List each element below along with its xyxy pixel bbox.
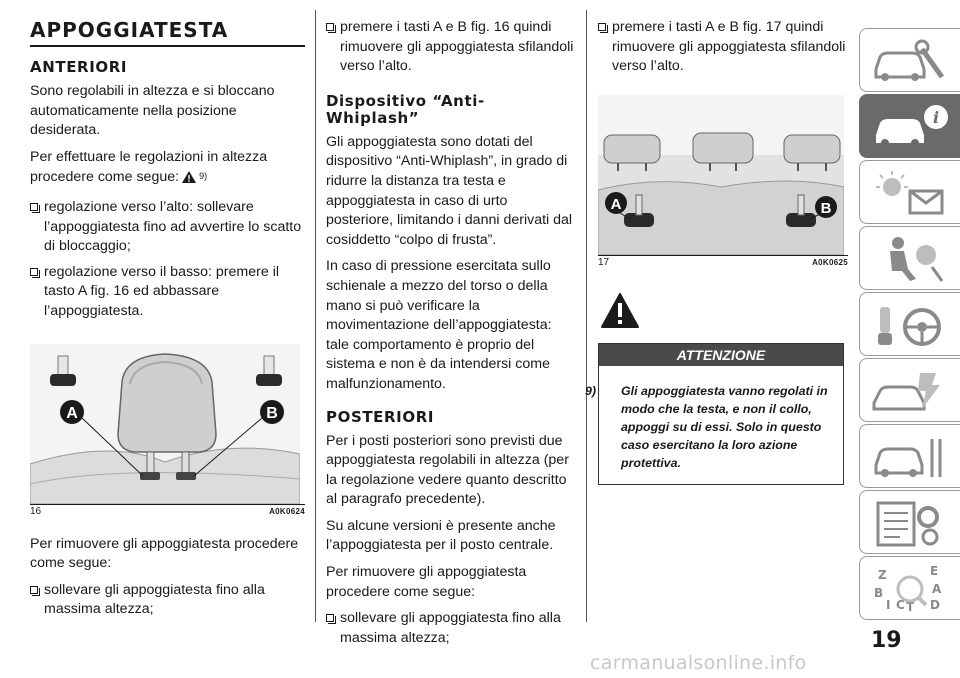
checkbox-bullet-icon: [598, 23, 606, 31]
tab-car-maintenance[interactable]: [859, 424, 960, 488]
list-item-text: sollevare gli appoggiatesta fino alla massima altezza;: [340, 610, 561, 646]
label-b: B: [266, 404, 278, 422]
column-divider: [315, 10, 316, 622]
car-info-icon: [870, 101, 950, 153]
list-item: [326, 609, 576, 648]
list-item-text: premere i tasti A e B fig. 17 quindi rimuovere gli appoggiatesta sfilandoli verso l’alto.: [612, 19, 846, 75]
list-item-text: regolazione verso il basso: premere il tasto A fig. 16 ed abbassare l’appoggiatesta.: [44, 263, 279, 319]
svg-text:B: B: [874, 586, 884, 600]
tab-index[interactable]: [859, 556, 960, 620]
checkbox-bullet-icon: [326, 614, 334, 622]
tab-key-steering[interactable]: [859, 292, 960, 356]
figure-caption: [598, 255, 848, 268]
list-item: [30, 581, 305, 620]
rear-headrest-illustration: [598, 95, 844, 255]
tab-tech-data[interactable]: [859, 490, 960, 554]
tab-car-wrench[interactable]: [859, 28, 960, 92]
paragraph-text: Per effettuare le regolazioni in altezza procedere come segue:: [30, 148, 268, 186]
bullet-list: [30, 198, 305, 322]
figure-code: A0K0624: [269, 506, 305, 516]
paragraph: Per rimuovere gli appoggiatesta procedere come segue:: [30, 535, 299, 572]
note-reference: 9): [199, 171, 208, 182]
list-item-text: regolazione verso l’alto: sollevare l’appoggiatesta fino ad avvertire lo scatto di bloccaggio;: [44, 198, 302, 255]
attention-number: 9): [585, 383, 597, 398]
svg-text:E: E: [930, 564, 939, 578]
column-1: [30, 18, 305, 627]
paragraph: Gli appoggiatesta sono dotati del dispositivo “Anti-Whiplash”, in grado di ridurre la distanza tra testa e appoggiatesta in caso di urto posteriore, limitando i danni derivati dal cosiddetto “colpo di frusta”.: [326, 133, 573, 248]
key-steering-icon: [870, 299, 950, 351]
paragraph: Sono regolabili in altezza e si bloccano automaticamente nella posizione desiderata.: [30, 83, 275, 139]
index-icon: [870, 563, 950, 615]
warning-triangle-icon: [181, 170, 197, 191]
page-number: 19: [871, 628, 902, 653]
tab-warning-lights[interactable]: [859, 160, 960, 224]
paragraph: Per i posti posteriori sono previsti due appoggiatesta regolabili in altezza (per la regolazione vedere quanto descritto al paragrafo precedente).: [326, 432, 569, 508]
warning-lights-icon: [870, 167, 950, 219]
column-2: [326, 18, 576, 655]
attention-title: ATTENZIONE: [599, 344, 843, 366]
section-title-whiplash: Dispositivo “Anti-Whiplash”: [326, 91, 485, 127]
paragraph: Per rimuovere gli appoggiatesta procedere come segue:: [326, 564, 527, 600]
svg-text:Z: Z: [878, 568, 887, 582]
page-title: APPOGGIATESTA: [30, 18, 305, 47]
car-wrench-icon: [870, 35, 950, 87]
figure-code: A0K0625: [812, 257, 848, 267]
list-item: [598, 18, 848, 77]
attention-note: [585, 382, 837, 472]
chapter-tabs: [859, 0, 960, 678]
tab-airbag-seat[interactable]: [859, 226, 960, 290]
tab-emergency[interactable]: [859, 358, 960, 422]
warning-icon: [600, 292, 848, 335]
svg-text:i: i: [932, 108, 940, 127]
figure-16: [30, 344, 305, 517]
bullet-list: [326, 609, 576, 648]
attention-text: Gli appoggiatesta vanno regolati in modo che la testa, e non il collo, appoggi su di essi. Solo in questo caso esercitano la loro azione protettiva.: [621, 383, 828, 470]
attention-body: [585, 366, 843, 484]
label-b: B: [820, 199, 832, 217]
emergency-road-icon: [870, 365, 950, 417]
label-a: A: [610, 195, 622, 213]
watermark: carmanualsonline.info: [590, 652, 807, 674]
bullet-list: [326, 18, 576, 77]
car-maintenance-icon: [870, 431, 950, 483]
paragraph: Su alcune versioni è presente anche l’appoggiatesta per il posto centrale.: [326, 517, 556, 554]
svg-text:I: I: [886, 598, 891, 612]
column-divider: [586, 10, 587, 622]
figure-number: 17: [598, 256, 610, 268]
tab-car-info[interactable]: [859, 94, 960, 158]
svg-text:D: D: [930, 598, 940, 612]
checkbox-bullet-icon: [326, 23, 334, 31]
section-title-rear: POSTERIORI: [326, 407, 435, 426]
paragraph: In caso di pressione esercitata sullo schienale a mezzo del torso o della mano si può verificare la movimentazione dell’appoggiatesta: tale comportamento è proprio del sistema e non è da intendersi come malfunzionamento.: [326, 258, 552, 392]
attention-box: [585, 343, 844, 485]
svg-text:C: C: [896, 598, 905, 612]
label-a: A: [66, 404, 78, 422]
checkbox-bullet-icon: [30, 586, 38, 594]
checkbox-bullet-icon: [30, 203, 38, 211]
front-headrest-illustration: [30, 344, 300, 504]
tech-data-icon: [870, 497, 950, 549]
airbag-seat-icon: [870, 233, 950, 285]
section-title-front: ANTERIORI: [30, 58, 128, 76]
list-item: [326, 18, 576, 77]
list-item: [30, 198, 305, 257]
figure-caption: [30, 504, 305, 517]
svg-text:A: A: [932, 582, 942, 596]
list-item: [30, 263, 305, 322]
paragraph-adjust: [30, 148, 305, 191]
list-item-text: sollevare gli appoggiatesta fino alla massima altezza;: [44, 581, 265, 618]
bullet-list: [30, 581, 305, 620]
list-item-text: premere i tasti A e B fig. 16 quindi rimuovere gli appoggiatesta sfilandoli verso l’alto.: [340, 19, 574, 75]
checkbox-bullet-icon: [30, 268, 38, 276]
bullet-list: [598, 18, 848, 77]
svg-text:T: T: [906, 600, 915, 614]
figure-17: [598, 95, 848, 268]
figure-number: 16: [30, 505, 42, 517]
column-3: [585, 18, 848, 485]
